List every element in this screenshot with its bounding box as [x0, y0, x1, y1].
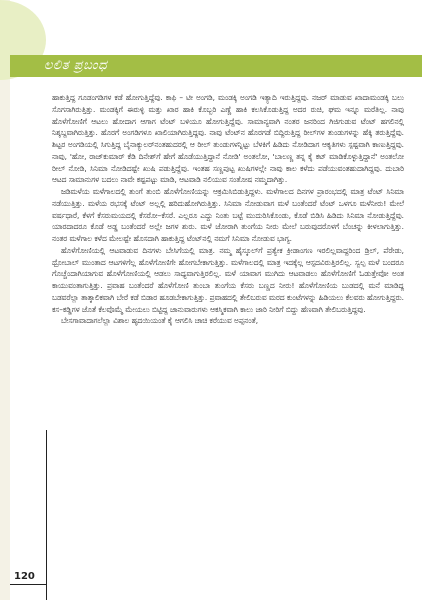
- page-number: 120: [14, 571, 35, 582]
- paragraph: ಜಡಿಮಳೆಯ ಮಳೆಗಾಲದಲ್ಲಿ ತುಂಗೆ ತುಂಬಿ ಹೊಳೆಗೋಣಿಯನ್ನು ಆಕ್ರಮಿಸಿಬಿಡುತ್ತಿದ್ದಳು. ಮಳೆಗಾಲದ ದಿನಗಳ ಪ್ರಾರಂಭದಲ್ಲಿ ಮಾತ್ರ ಟೆಂಟ್ ಸಿನಿಮಾ ನಡೆಯುತ್ತಿತ್ತು. ಮಳೆಯ ರಭಸಕ್ಕೆ ಟೆಂಟ್ ಅಲ್ಲಲ್ಲಿ ಹರಿದುಹೋಗಿರುತ್ತಿತ್ತು. ಸಿನಿಮಾ ನೋಡುವಾಗ ಮಳೆ ಬಂತೆಂದರೆ ಟೆಂಟ್ ಒಳಗೂ ಮಳೆನೀರು! ಮೇಲೆ ವರ್ಷಧಾರೆ, ಕೆಳಗೆ ಕೆಸರುಮಯದಲ್ಲಿ ಕೆಸರೋ–ಕೆಸರೆ. ಎಲ್ಲರೂ ಎದ್ದು ನಿಂತು ಬಟ್ಟೆ ಮುದುರಿಸಿಕೊಂಡು, ಕೊಡೆ ಬಿಡಿಸಿ ಹಿಡಿದು ಸಿನಿಮಾ ನೋಡುತ್ತಿದ್ದೆವು. ಯಾರದಾದರೂ ಕೊಡೆ ಅಡ್ಡ ಬಂತೆಂದರೆ ಅಲ್ಲೇ ಜಗಳ ಶುರು. ಮಳೆ ಜೋರಾಗಿ ತುಂಗೆಯ ನೀರು ಮೇಲೆ ಬರುವುದರೊಳಗೆ ಬೆಂಚನ್ನು ಕೀಳಲಾಗುತ್ತಿತ್ತು. ನಂತರ ಮಳೆಗಾಲ ಕಳೆದ ಮೇಲಷ್ಟೇ ಹೊಸದಾಗಿ ಹಾಕುತ್ತಿದ್ದ ಟೆಂಟ್‌ನಲ್ಲಿ ನಮಗೆ ಸಿನಿಮಾ ನೋಡುವ ಭಾಗ್ಯ.: [52, 187, 404, 243]
- body-text: [52, 92, 404, 327]
- page-number-underline: [10, 584, 46, 585]
- paragraph: ಬೇಸಗಾವಾದಾಗಲೆಲ್ಲಾ ವಿಶಾಲ ಹೃದಯಿಯಂತೆ ಕೈ ಆಗಲಿಸಿ ಚಾಚಿ ಕರೆಯುವ ಅಪ್ಪನಂತೆ,: [61, 316, 259, 326]
- margin-rule: [46, 430, 47, 600]
- paragraph: ಹಾಕುತ್ತಿದ್ದ ಗೂಡಂಗಡಿಗಳ ಕಡೆ ಹೋಗುತ್ತಿದ್ದೆವು. ಕಾಫಿ – ಟೀ ಅಂಗಡಿ, ಮಂಡಕ್ಕಿ ಅಂಗಡಿ ಇತ್ಯಾದಿ ಇರುತ್ತಿದ್ದವು. ನಜರ್ ಮಾಡುವ ಖಾದಾಮಂಡಕ್ಕಿ ಬಲು ಸೊಗಸಾಗಿರುತ್ತಿತ್ತು. ಮಂಡಕ್ಕಿಗೆ ಈರುಳ್ಳಿ ಮತ್ತು ಖಾರ ಹಾಕಿ ಕೊಬ್ಬರಿ ಎಣ್ಣೆ ಹಾಕಿ ಕಲಸಿಕೊಡುತ್ತಿದ್ದ ಅದರ ರುಚಿ, ಘಮ ಇನ್ನೂ ಮರೆತಿಲ್ಲ. ನಾವು ಹೊಳೆಗೋಣಿಗೆ ಆಟಲು ಹೋದಾಗ ಆಗಾಗ ಟೆಂಟ್ ಬಳಿಯೂ ಹೋಗುತ್ತಿದ್ದೆವು. ಸಾಮಾನ್ಯವಾಗಿ ನಂತರ ಜನರಿಂದ ಗಿಜಿಗುಡುವ ಟೆಂಟ್ ಹಗಲಿನಲ್ಲಿ ನಿಶ್ಶಬ್ದವಾಗಿರುತ್ತಿತ್ತು. ಹೊರಗೆ ಅಂಗಡಿಗಳೂ ಖಾಲಿಯಾಗಿರುತ್ತಿದ್ದವು. ನಾವು ಟೆಂಟ್‌ನ ಹೊರಗಡೆ ಬಿದ್ದಿರುತ್ತಿದ್ದ ರೀಲ್‌ಗಳ ತುಂಡುಗಳನ್ನು ಹೆಕ್ಕಿ ತರುತ್ತಿದ್ದೆವು. ಶಿಟ್ಟರ ಅಂಗಡಿಯಲ್ಲಿ ಸಿಗುತ್ತಿದ್ದ ಬೈನಾಕ್ಯುಲರ್‌ನಂತಹುದರಲ್ಲಿ ಆ ರೀಲ್ ತುಂಡುಗಳನ್ನಿಟ್ಟು ಬೆಳಕಿಗೆ ಹಿಡಿದು ನೋಡಿದಾಗ ಆಕೃತಿಗಳು ಸ್ಪಷ್ಟವಾಗಿ ಕಾಣುತ್ತಿದ್ದವು. ನಾವು, 'ಹೋ, ರಾಜ್‌ಕುಮಾರ್ ಕೆಡಿ ದಿನೇಶ್‌ಗೆ ಹೇಗೆ ಹೊಡೆಯುತ್ತಿದ್ದಾನೆ ನೋಡಿ' ಅಂತಲೋ, 'ಬಾಲಣ್ಣ ತನ್ನ ಕೈ ಕಟ್ ಮಾಡಿಕೊಳ್ಳುತ್ತಿದ್ದಾನೆ' ಅಂತಲೋ ರೀಲ್ ನೋಡಿ, ಸಿನಿಮಾ ನೋಡಿದಷ್ಟೇ ಖುಷಿ ಪಡುತ್ತಿದ್ದೆವು. ಇಂತಹ ಸಣ್ಣಪುಟ್ಟ ಖುಷಿಗಳಲ್ಲೇ ನಾವು ಕಾಲ ಕಳೆದು ಪಡೆಯುವಂತಹುದಾಗಿದ್ದವು. ದುಬಾರಿ ಆಟದ ಸಾಮಾನುಗಳ ಬದಲು ನಾವೇ ಕಷ್ಟಪಟ್ಟು ಮಾಡಿ, ಆಟವಾಡಿ ನಲಿಯುವ ಸಂತೋಷ ನಮ್ಮದಾಗಿತ್ತು.: [52, 93, 404, 185]
- section-title: ಲಲಿತ ಪ್ರಬಂಧ: [44, 58, 108, 73]
- left-margin-band: [0, 0, 10, 600]
- paragraph: ಹೊಳೆಗೋಣಿಯಲ್ಲಿ ಆಟವಾಡುವ ದಿನಗಳು ಬೇಸಿಗೆಯಲ್ಲಿ ಮಾತ್ರ. ನಮ್ಮ ಹೈಸ್ಕೂಲ್‌ಗೆ ಪ್ರತ್ಯೇಕ ಕ್ರೀಡಾಂಗಣ ಇರಲಿಲ್ಲವಾದ್ದರಿಂದ ಡ್ರಿಲ್, ಪೆರೇಡು, ಥ್ರೋಬಾಲ್ ಮುಂತಾದ ಆಟಗಳಿಗೆಲ್ಲ ಹೊಳೆಗೋಣಿಗೇ ಹೋಗಬೇಕಾಗುತ್ತಿತ್ತು. ಮಳೆಗಾಲದಲ್ಲಿ ಮಾತ್ರ ಇದಕ್ಕೆಲ್ಲ ಆಸ್ಪದವಿರುತ್ತಿರಲಿಲ್ಲ. ಸ್ವಲ್ಪ ಮಳೆ ಬಂದರೂ ಗೊಚ್ಚೆಂದಾಗಿಯಾಗುವ ಹೊಳೆಗೋಣಿಯಲ್ಲಿ ಆಡಲು ಸಾಧ್ಯವಾಗುತ್ತಿರಲಿಲ್ಲ. ಮಳೆ ಯಾವಾಗ ಮುಗಿದು ಆಟವಾಡಲು ಹೊಳೆಗೋಣಿಗೆ ಓಡುತ್ತೇವೋ ಅಂತ ಕಾಯುವಂತಾಗುತ್ತಿತ್ತು. ಪ್ರವಾಹ ಬಂತೆಂದರೆ ಹೊಳೆಗೋಣಿ ತುಂಬಾ ತುಂಗೆಯ ಕೆಸರು ಬಣ್ಣದ ನೀರು! ಹೊಳೆಗೋಣಿಯ ಬುಡದಲ್ಲಿ ಮನೆ ಮಾಡಿದ್ದ ಬಡವರೆಲ್ಲಾ ತಾತ್ಕಾಲಿಕವಾಗಿ ಬೇರೆ ಕಡೆ ಬಿಡಾರ ಹೂಡಬೇಕಾಗುತ್ತಿತ್ತು. ಪ್ರವಾಹದಲ್ಲಿ ತೇಲಿಬರುವ ಮರದ ಕುಂಟೆಗಳನ್ನು ಹಿಡಿಯಲು ಕೆಲವರು ಹೋಗುತ್ತಿದ್ದರು. ಕಸ–ಕಡ್ಡಿಗಳ ಜೊತೆ ಕೆಲವೊಮ್ಮೆ ಮೇಯಲು ಬಿಟ್ಟಿದ್ದ ಜಾನುವಾರುಗಳು ಆಕಸ್ಮಿಕವಾಗಿ ಕಾಲು ಜಾರಿ ನೀರಿಗೆ ಬಿದ್ದು ಹೆಣವಾಗಿ ತೇಲಿಬರುತ್ತಿದ್ದವು.: [52, 245, 404, 314]
